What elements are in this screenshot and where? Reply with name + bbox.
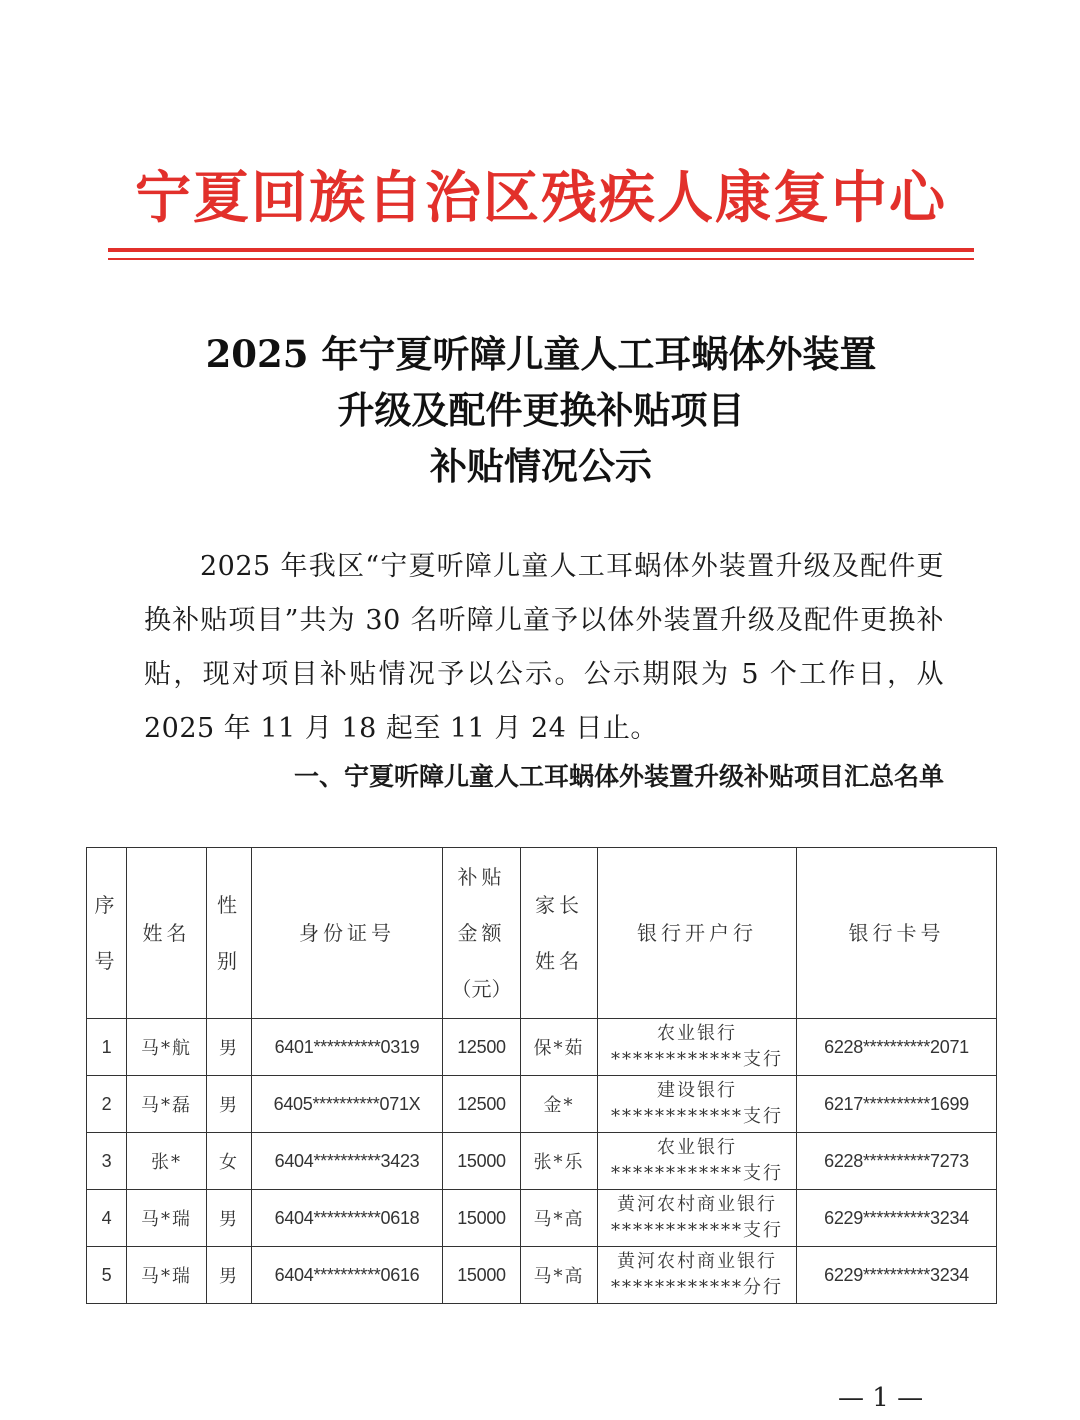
header-seq <box>87 848 127 1019</box>
bank-branch: ************支行 <box>611 1049 783 1070</box>
section-heading: 一、宁夏听障儿童人工耳蜗体外装置升级补贴项目汇总名单 <box>293 762 944 791</box>
header-gender-line-1: 性 <box>217 893 241 917</box>
cell-gender: 男 <box>207 1019 252 1076</box>
cell-card-number: 6228**********7273 <box>797 1133 997 1190</box>
cell-bank <box>598 1076 797 1133</box>
header-amount <box>443 848 521 1019</box>
cell-gender: 女 <box>207 1133 252 1190</box>
cell-amount: 15000 <box>443 1133 521 1190</box>
header-amount-line-1: 补贴 <box>457 865 506 889</box>
table-row <box>87 1190 997 1247</box>
title-line-2: 升级及配件更换补贴项目 <box>337 388 745 432</box>
cell-seq: 3 <box>87 1133 127 1190</box>
letterhead-org-name: 宁夏回族自治区残疾人康复中心 <box>135 165 947 231</box>
header-gender <box>207 848 252 1019</box>
cell-gender: 男 <box>207 1190 252 1247</box>
bank-branch: ************支行 <box>611 1106 783 1127</box>
letterhead-rule-thick <box>108 248 974 252</box>
bank-name: 黄河农村商业银行 <box>617 1251 777 1272</box>
header-amount-line-2: 金额 <box>457 921 506 945</box>
bank-branch: ************分行 <box>611 1277 783 1298</box>
cell-amount: 12500 <box>443 1076 521 1133</box>
cell-parent-name: 马*高 <box>521 1247 598 1304</box>
table-row <box>87 1133 997 1190</box>
header-parent-line-1: 家长 <box>535 893 583 917</box>
bank-branch: ************支行 <box>611 1163 783 1184</box>
cell-bank <box>598 1247 797 1304</box>
title-line-1: 2025 年宁夏听障儿童人工耳蜗体外装置 <box>205 332 877 376</box>
bank-name: 农业银行 <box>657 1023 737 1044</box>
cell-card-number: 6217**********1699 <box>797 1076 997 1133</box>
cell-card-number: 6229**********3234 <box>797 1190 997 1247</box>
header-parent-name <box>521 848 598 1019</box>
document-title <box>108 326 974 494</box>
table-row <box>87 1076 997 1133</box>
cell-id-number: 6404**********3423 <box>252 1133 443 1190</box>
cell-parent-name: 张*乐 <box>521 1133 598 1190</box>
cell-amount: 15000 <box>443 1247 521 1304</box>
cell-card-number: 6228**********2071 <box>797 1019 997 1076</box>
header-parent-line-2: 姓名 <box>535 949 583 973</box>
header-id-number: 身份证号 <box>252 848 443 1019</box>
cell-id-number: 6404**********0618 <box>252 1190 443 1247</box>
cell-gender: 男 <box>207 1076 252 1133</box>
cell-id-number: 6404**********0616 <box>252 1247 443 1304</box>
page-number: — 1 — <box>838 1383 924 1413</box>
cell-seq: 1 <box>87 1019 127 1076</box>
title-line-3: 补贴情况公示 <box>430 444 652 488</box>
cell-name: 张* <box>127 1133 207 1190</box>
cell-id-number: 6405**********071X <box>252 1076 443 1133</box>
subsidy-table <box>86 847 997 1304</box>
header-bank: 银行开户行 <box>598 848 797 1019</box>
bank-name: 黄河农村商业银行 <box>617 1194 777 1215</box>
cell-name: 马*瑞 <box>127 1247 207 1304</box>
table-row <box>87 1247 997 1304</box>
cell-card-number: 6229**********3234 <box>797 1247 997 1304</box>
cell-parent-name: 马*高 <box>521 1190 598 1247</box>
cell-name: 马*瑞 <box>127 1190 207 1247</box>
cell-bank <box>598 1019 797 1076</box>
cell-seq: 5 <box>87 1247 127 1304</box>
cell-parent-name: 保*茹 <box>521 1019 598 1076</box>
cell-gender: 男 <box>207 1247 252 1304</box>
intro-paragraph: 2025 年我区“宁夏听障儿童人工耳蜗体外装置升级及配件更换补贴项目”共为 30 名听障儿童予以体外装置升级及配件更换补贴，现对项目补贴情况予以公示。公示期限为 5 个工作日，从 2025 年 11 月 18 起至 11 月 24 日止。 <box>144 551 944 744</box>
cell-seq: 2 <box>87 1076 127 1133</box>
header-gender-line-2: 别 <box>217 949 241 973</box>
cell-amount: 15000 <box>443 1190 521 1247</box>
cell-bank <box>598 1133 797 1190</box>
cell-name: 马*航 <box>127 1019 207 1076</box>
cell-id-number: 6401**********0319 <box>252 1019 443 1076</box>
letterhead-rule-thin <box>108 258 974 260</box>
bank-name: 农业银行 <box>657 1137 737 1158</box>
cell-parent-name: 金* <box>521 1076 598 1133</box>
table-row <box>87 1019 997 1076</box>
header-seq-line-2: 号 <box>94 949 119 973</box>
header-card-number: 银行卡号 <box>797 848 997 1019</box>
cell-seq: 4 <box>87 1190 127 1247</box>
header-name: 姓名 <box>127 848 207 1019</box>
cell-amount: 12500 <box>443 1019 521 1076</box>
table-header-row <box>87 848 997 1019</box>
bank-name: 建设银行 <box>657 1080 737 1101</box>
bank-branch: ************支行 <box>611 1220 783 1241</box>
cell-name: 马*磊 <box>127 1076 207 1133</box>
cell-bank <box>598 1190 797 1247</box>
header-seq-line-1: 序 <box>94 893 119 917</box>
header-amount-line-3: （元） <box>451 977 512 1001</box>
